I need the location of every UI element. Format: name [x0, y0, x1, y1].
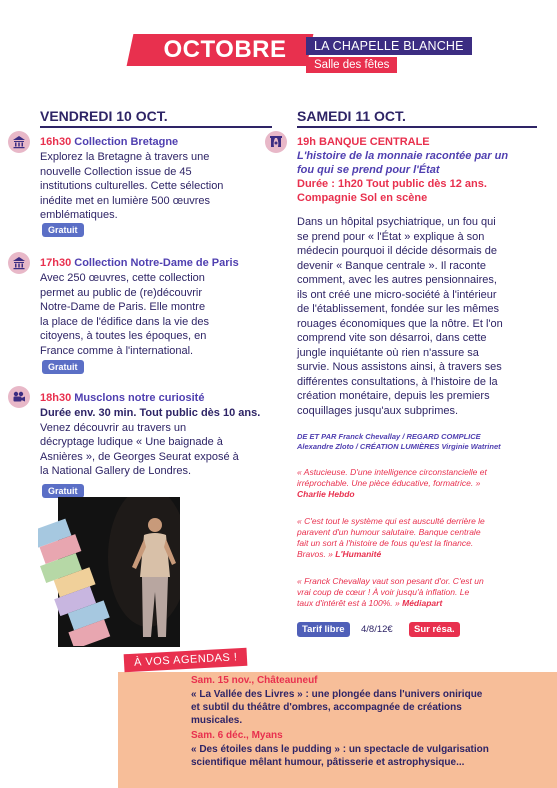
gratuit-badge: Gratuit — [42, 223, 84, 237]
agenda-date: Sam. 15 nov., Châteauneuf — [191, 675, 318, 686]
text-line: DE ET PAR Franck Chevallay / REGARD COMPLICE — [297, 432, 481, 441]
text-line: France comme à l'international. — [40, 344, 194, 357]
event-title — [40, 392, 204, 404]
text-line: fou qui se prend pour l'État — [297, 163, 440, 176]
text-line: la National Gallery de Londres. — [40, 465, 192, 477]
text-line: devenir « Banque centrale ». Il raconte — [297, 259, 486, 272]
text-line: rouages économiques que la nôtre. Et l'on — [297, 317, 503, 330]
event-title — [297, 136, 430, 148]
reservation-badge[interactable]: Sur résa. — [409, 622, 460, 637]
text-line: de l'établissement, fondée sur les mêmes — [297, 303, 500, 315]
event-title — [40, 136, 178, 148]
gratuit-badge: Gratuit — [42, 360, 84, 374]
event-name: Musclons notre curiosité — [74, 392, 205, 404]
right-day-divider — [297, 126, 537, 128]
event-name: Collection Bretagne — [74, 136, 179, 148]
text-line: survie. Nous assistons ainsi, à travers ses — [297, 361, 502, 373]
agenda-date: Sam. 6 déc., Myans — [191, 730, 283, 741]
museum-icon — [8, 252, 30, 274]
text-line: et subtil du théâtre d'ombres, accompagnée de créations — [191, 702, 462, 713]
event-time: 16h30 — [40, 136, 72, 148]
text-line: « Franck Chevallay vaut son pesant d'or. C'est un — [297, 576, 484, 586]
text-line: décryptage ludique « Une baignade à — [40, 436, 223, 448]
text-line: Dans un hôpital psychiatrique, un fou qui — [297, 216, 496, 228]
text-line: Asnières », de Georges Seurat exposé à — [40, 450, 239, 463]
quote-source: Médiapart — [402, 598, 443, 608]
press-quote — [297, 516, 552, 560]
gratuit-badge: Gratuit — [42, 484, 84, 498]
quote-source: Charlie Hebdo — [297, 489, 355, 499]
video-icon — [8, 386, 30, 408]
event-info — [297, 178, 547, 205]
event-description — [40, 271, 280, 358]
press-quote — [297, 576, 552, 609]
right-day-heading: SAMEDI 11 OCT. — [297, 108, 406, 124]
text-line: la place de l'édifice dans la vie des — [40, 315, 210, 328]
text-line: ils ont créé une micro-société à l'intérieur — [297, 288, 497, 301]
text-line: coquillages jusqu'aux subprimes. — [297, 404, 459, 417]
text-line: Alexandre Zloto / CRÉATION LUMIÈRES Virginie Watrinet — [297, 442, 501, 451]
text-line: institutions culturelles. Cette sélection — [40, 180, 224, 192]
tarif-badge: Tarif libre — [297, 622, 350, 637]
text-line: fait un sort à l'histoire de fous qu'est la finance. — [297, 538, 474, 548]
event-time: 18h30 — [40, 392, 72, 404]
text-line: Durée : 1h20 Tout public dès 12 ans. — [297, 178, 487, 190]
text-line: scientifique mêlant humour, pâtisserie et astrophysique... — [191, 757, 465, 768]
text-line: comment, avec les autres pensionnaires, — [297, 274, 497, 286]
agenda-description — [191, 743, 556, 769]
text-line: « Des étoiles dans le pudding » : un spectacle de vulgarisation — [191, 744, 489, 755]
price-label: 4/8/12€ — [361, 624, 393, 635]
text-line: « Astucieuse. D'une intelligence circonstancielle et — [297, 467, 487, 477]
event-time: 19h — [297, 136, 316, 148]
text-line: Avec 250 œuvres, cette collection — [40, 272, 205, 284]
text-line: nouvelle Collection issue de 45 — [40, 165, 192, 178]
text-line: comprend vite son désarroi, dans cette — [297, 332, 487, 344]
text-line: paravent d'un humour salutaire. Banque centrale — [297, 527, 481, 537]
event-duration: Durée env. 30 min. Tout public dès 10 ans. — [40, 407, 261, 419]
text-line: irréprochable. Une pièce éducative, formatrice. » — [297, 478, 481, 488]
event-time: 17h30 — [40, 257, 72, 269]
text-line: musicales. — [191, 715, 243, 726]
text-line: permet au public de (re)découvrir — [40, 286, 203, 299]
text-line: Compagnie Sol en scène — [297, 191, 428, 204]
theatre-icon — [265, 131, 287, 153]
event-description — [40, 150, 280, 223]
text-line: médecin pourquoi il décide désormais de — [297, 245, 497, 257]
text-line: Bravos. » — [297, 549, 333, 559]
hall-label: Salle des fêtes — [306, 57, 397, 73]
agenda-description — [191, 688, 556, 727]
text-line: Explorez la Bretagne à travers une — [40, 151, 210, 163]
text-line: « La Vallée des Livres » : une plongée dans l'univers onirique — [191, 689, 483, 700]
text-line: création monétaire, depuis les premiers — [297, 390, 490, 402]
text-line: Venez découvrir au travers un — [40, 421, 187, 434]
text-line: jungle inquiétante où rien n'assure sa — [297, 346, 479, 359]
event-name: BANQUE CENTRALE — [319, 136, 430, 148]
event-title — [40, 257, 239, 269]
left-day-divider — [40, 126, 272, 128]
text-line: différentes consultations, à l'histoire de la — [297, 375, 498, 388]
museum-icon — [8, 131, 30, 153]
month-title: OCTOBRE — [163, 36, 287, 63]
left-day-heading: VENDREDI 10 OCT. — [40, 108, 168, 124]
text-line: citoyens, à toutes les époques, en — [40, 330, 207, 342]
text-line: vrai coup de cœur ! À voir jusqu'à inflation. Le — [297, 587, 470, 597]
text-line: inédite met en lumière 500 œuvres — [40, 194, 210, 207]
text-line: emblématiques. — [40, 209, 118, 221]
text-line: taux d'intérêt est à 100%. » — [297, 598, 400, 608]
text-line: L'histoire de la monnaie racontée par un — [297, 150, 509, 162]
credits — [297, 432, 552, 452]
banknotes-image — [38, 506, 128, 646]
event-description — [40, 406, 285, 479]
event-subtitle — [297, 150, 547, 177]
venue-label: LA CHAPELLE BLANCHE — [306, 37, 472, 55]
event-description — [297, 215, 552, 418]
text-line: se prend pour « l'État » explique à son — [297, 230, 485, 243]
agenda-tag: À VOS AGENDAS ! — [124, 648, 248, 672]
text-line: « C'est tout le système qui est ausculté derrière le — [297, 516, 485, 526]
quote-source: L'Humanité — [335, 549, 382, 559]
event-name: Collection Notre-Dame de Paris — [74, 257, 239, 269]
text-line: Notre-Dame de Paris. Elle montre — [40, 301, 206, 313]
press-quote — [297, 467, 552, 500]
